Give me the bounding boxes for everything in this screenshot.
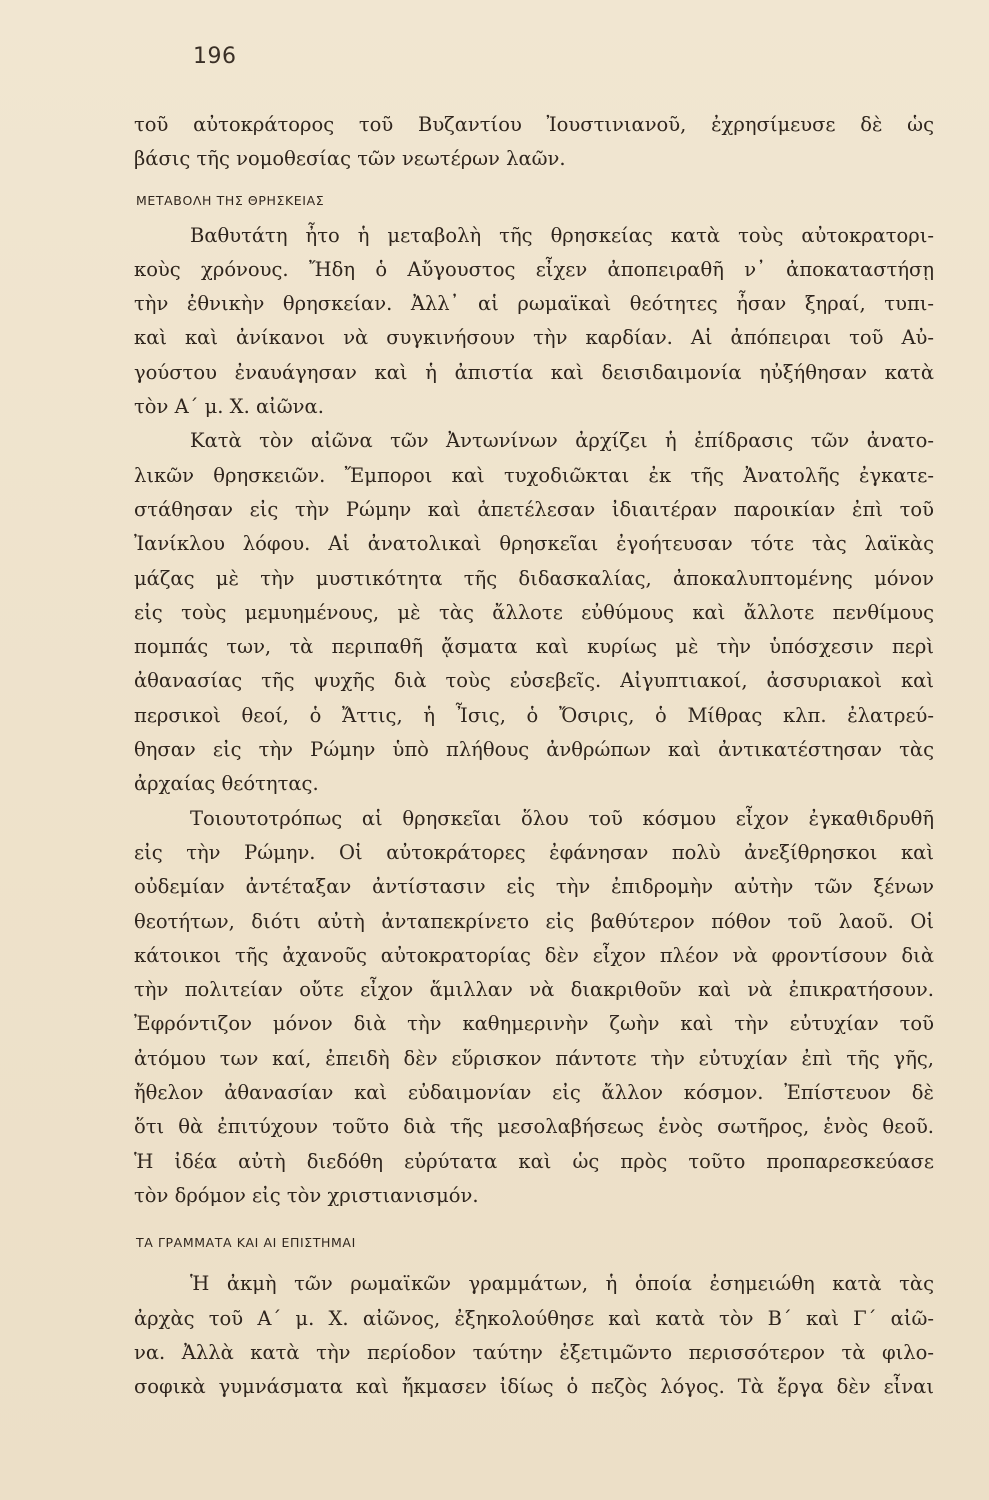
text-line: πομπάς των, τὰ περιπαθῆ ᾄσματα καὶ κυρίως μὲ τὴν ὑπόσχεσιν περὶ	[134, 635, 934, 659]
text-line: τὸν δρόμον εἰς τὸν χριστιανισμόν.	[134, 1183, 479, 1207]
paragraph-religion-3	[134, 802, 934, 1214]
text-line: Ἡ ἀκμὴ τῶν ρωμαϊκῶν γραμμάτων, ἡ ὁποία ἐσημειώθη κατὰ τὰς	[190, 1272, 934, 1296]
text-line: τὸν Α´ μ. Χ. αἰῶνα.	[134, 395, 324, 419]
text-line: Ἰανίκλου λόφου. Αἱ ἀνατολικαὶ θρησκεῖαι ἐγοήτευσαν τότε τὰς λαϊκὰς	[134, 532, 934, 556]
text-line: Ἡ ἰδέα αὐτὴ διεδόθη εὐρύτατα καὶ ὡς πρὸς τοῦτο προπαρεσκεύασε	[134, 1149, 934, 1173]
text-line: τοῦ αὐτοκράτορος τοῦ Βυζαντίου Ἰουστινιανοῦ, ἐχρησίμευσε δὲ ὡς	[134, 113, 934, 136]
text-line: Τοιουτοτρόπως αἱ θρησκεῖαι ὅλου τοῦ κόσμου εἶχον ἐγκαθιδρυθῆ	[190, 806, 934, 830]
text-line: σοφικὰ γυμνάσματα καὶ ἤκμασεν ἰδίως ὁ πεζὸς λόγος. Τὰ ἔργα δὲν εἶναι	[134, 1375, 934, 1399]
text-line: περσικοὶ θεοί, ὁ Ἄττις, ἡ Ἶσις, ὁ Ὄσιρις, ὁ Μίθρας κλπ. ἐλατρεύ-	[134, 703, 934, 727]
text-line: κοὺς χρόνους. Ἤδη ὁ Αὔγουστος εἶχεν ἀποπειραθῆ ν᾽ ἀποκαταστήσῃ	[134, 257, 934, 281]
page-body	[134, 108, 934, 1404]
text-line: λικῶν θρησκειῶν. Ἔμποροι καὶ τυχοδιῶκται ἐκ τῆς Ἀνατολῆς ἐγκατε-	[134, 463, 934, 487]
page-number: 196	[193, 44, 237, 69]
text-line: ἀτόμου των καί, ἐπειδὴ δὲν εὕρισκον πάντοτε τὴν εὐτυχίαν ἐπὶ τῆς γῆς,	[134, 1046, 934, 1070]
text-line: Κατὰ τὸν αἰῶνα τῶν Ἀντωνίνων ἀρχίζει ἡ ἐπίδρασις τῶν ἀνατο-	[190, 429, 934, 453]
text-line: Ἐφρόντιζον μόνον διὰ τὴν καθημερινὴν ζωὴν καὶ τὴν εὐτυχίαν τοῦ	[134, 1012, 934, 1036]
text-line: καὶ καὶ ἀνίκανοι νὰ συγκινήσουν τὴν καρδίαν. Αἱ ἀπόπειραι τοῦ Αὐ-	[134, 326, 934, 350]
text-line: εἰς τὴν Ρώμην. Οἱ αὐτοκράτορες ἐφάνησαν πολὺ ἀνεξίθρησκοι καὶ	[134, 840, 934, 864]
text-line: ἀρχὰς τοῦ Α´ μ. Χ. αἰῶνος, ἐξηκολούθησε καὶ κατὰ τὸν Β´ καὶ Γ´ αἰῶ-	[134, 1306, 934, 1330]
intro-paragraph	[134, 108, 934, 177]
text-line: εἰς τοὺς μεμυημένους, μὲ τὰς ἄλλοτε εὐθύμους καὶ ἄλλοτε πενθίμους	[134, 600, 934, 624]
text-line: μάζας μὲ τὴν μυστικότητα τῆς διδασκαλίας, ἀποκαλυπτομένης μόνον	[134, 566, 934, 590]
text-line: να. Ἀλλὰ κατὰ τὴν περίοδον ταύτην ἐξετιμῶντο περισσότερον τὰ φιλο-	[134, 1340, 934, 1364]
section-heading-religion: ΜΕΤΑΒΟΛΗ ΤΗΣ ΘΡΗΣΚΕΙΑΣ	[136, 192, 325, 208]
text-line: στάθησαν εἰς τὴν Ρώμην καὶ ἀπετέλεσαν ἰδιαιτέραν παροικίαν ἐπὶ τοῦ	[134, 497, 934, 521]
text-line: κάτοικοι τῆς ἀχανοῦς αὐτοκρατορίας δὲν εἶχον πλέον νὰ φροντίσουν διὰ	[134, 943, 934, 967]
text-line: οὐδεμίαν ἀντέταξαν ἀντίστασιν εἰς τὴν ἐπιδρομὴν αὐτὴν τῶν ξένων	[134, 875, 934, 899]
text-line: θησαν εἰς τὴν Ρώμην ὑπὸ πλήθους ἀνθρώπων καὶ ἀντικατέστησαν τὰς	[134, 738, 934, 762]
text-line: ἀρχαίας θεότητας.	[134, 772, 319, 796]
text-line: ἤθελον ἀθανασίαν καὶ εὐδαιμονίαν εἰς ἄλλον κόσμον. Ἐπίστευον δὲ	[134, 1081, 934, 1105]
text-line: τὴν ἐθνικὴν θρησκείαν. Ἀλλ᾽ αἱ ρωμαϊκαὶ θεότητες ἦσαν ξηραί, τυπι-	[134, 292, 934, 316]
text-line: ἀθανασίας τῆς ψυχῆς διὰ τοὺς εὐσεβεῖς. Αἰγυπτιακοί, ἀσσυριακοὶ καὶ	[134, 669, 934, 693]
paragraph-religion-1	[134, 219, 934, 425]
paragraph-letters-1	[134, 1267, 934, 1404]
text-line: Βαθυτάτη ἦτο ἡ μεταβολὴ τῆς θρησκείας κατὰ τοὺς αὐτοκρατορι-	[190, 223, 934, 247]
text-line: τὴν πολιτείαν οὔτε εἶχον ἅμιλλαν νὰ διακριθοῦν καὶ νὰ ἐπικρατήσουν.	[134, 978, 934, 1002]
paragraph-religion-2	[134, 424, 934, 801]
text-line: βάσις τῆς νομοθεσίας τῶν νεωτέρων λαῶν.	[134, 147, 566, 171]
text-line: ὅτι θὰ ἐπιτύχουν τοῦτο διὰ τῆς μεσολαβήσεως ἑνὸς σωτῆρος, ἑνὸς θεοῦ.	[134, 1115, 934, 1139]
text-line: θεοτήτων, διότι αὐτὴ ἀνταπεκρίνετο εἰς βαθύτερον πόθον τοῦ λαοῦ. Οἱ	[134, 909, 934, 933]
section-heading-letters: ΤΑ ΓΡΑΜΜΑΤΑ ΚΑΙ ΑΙ ΕΠΙΣΤΗΜΑΙ	[136, 1235, 356, 1251]
text-line: γούστου ἐναυάγησαν καὶ ἡ ἀπιστία καὶ δεισιδαιμονία ηὐξήθησαν κατὰ	[134, 360, 934, 384]
